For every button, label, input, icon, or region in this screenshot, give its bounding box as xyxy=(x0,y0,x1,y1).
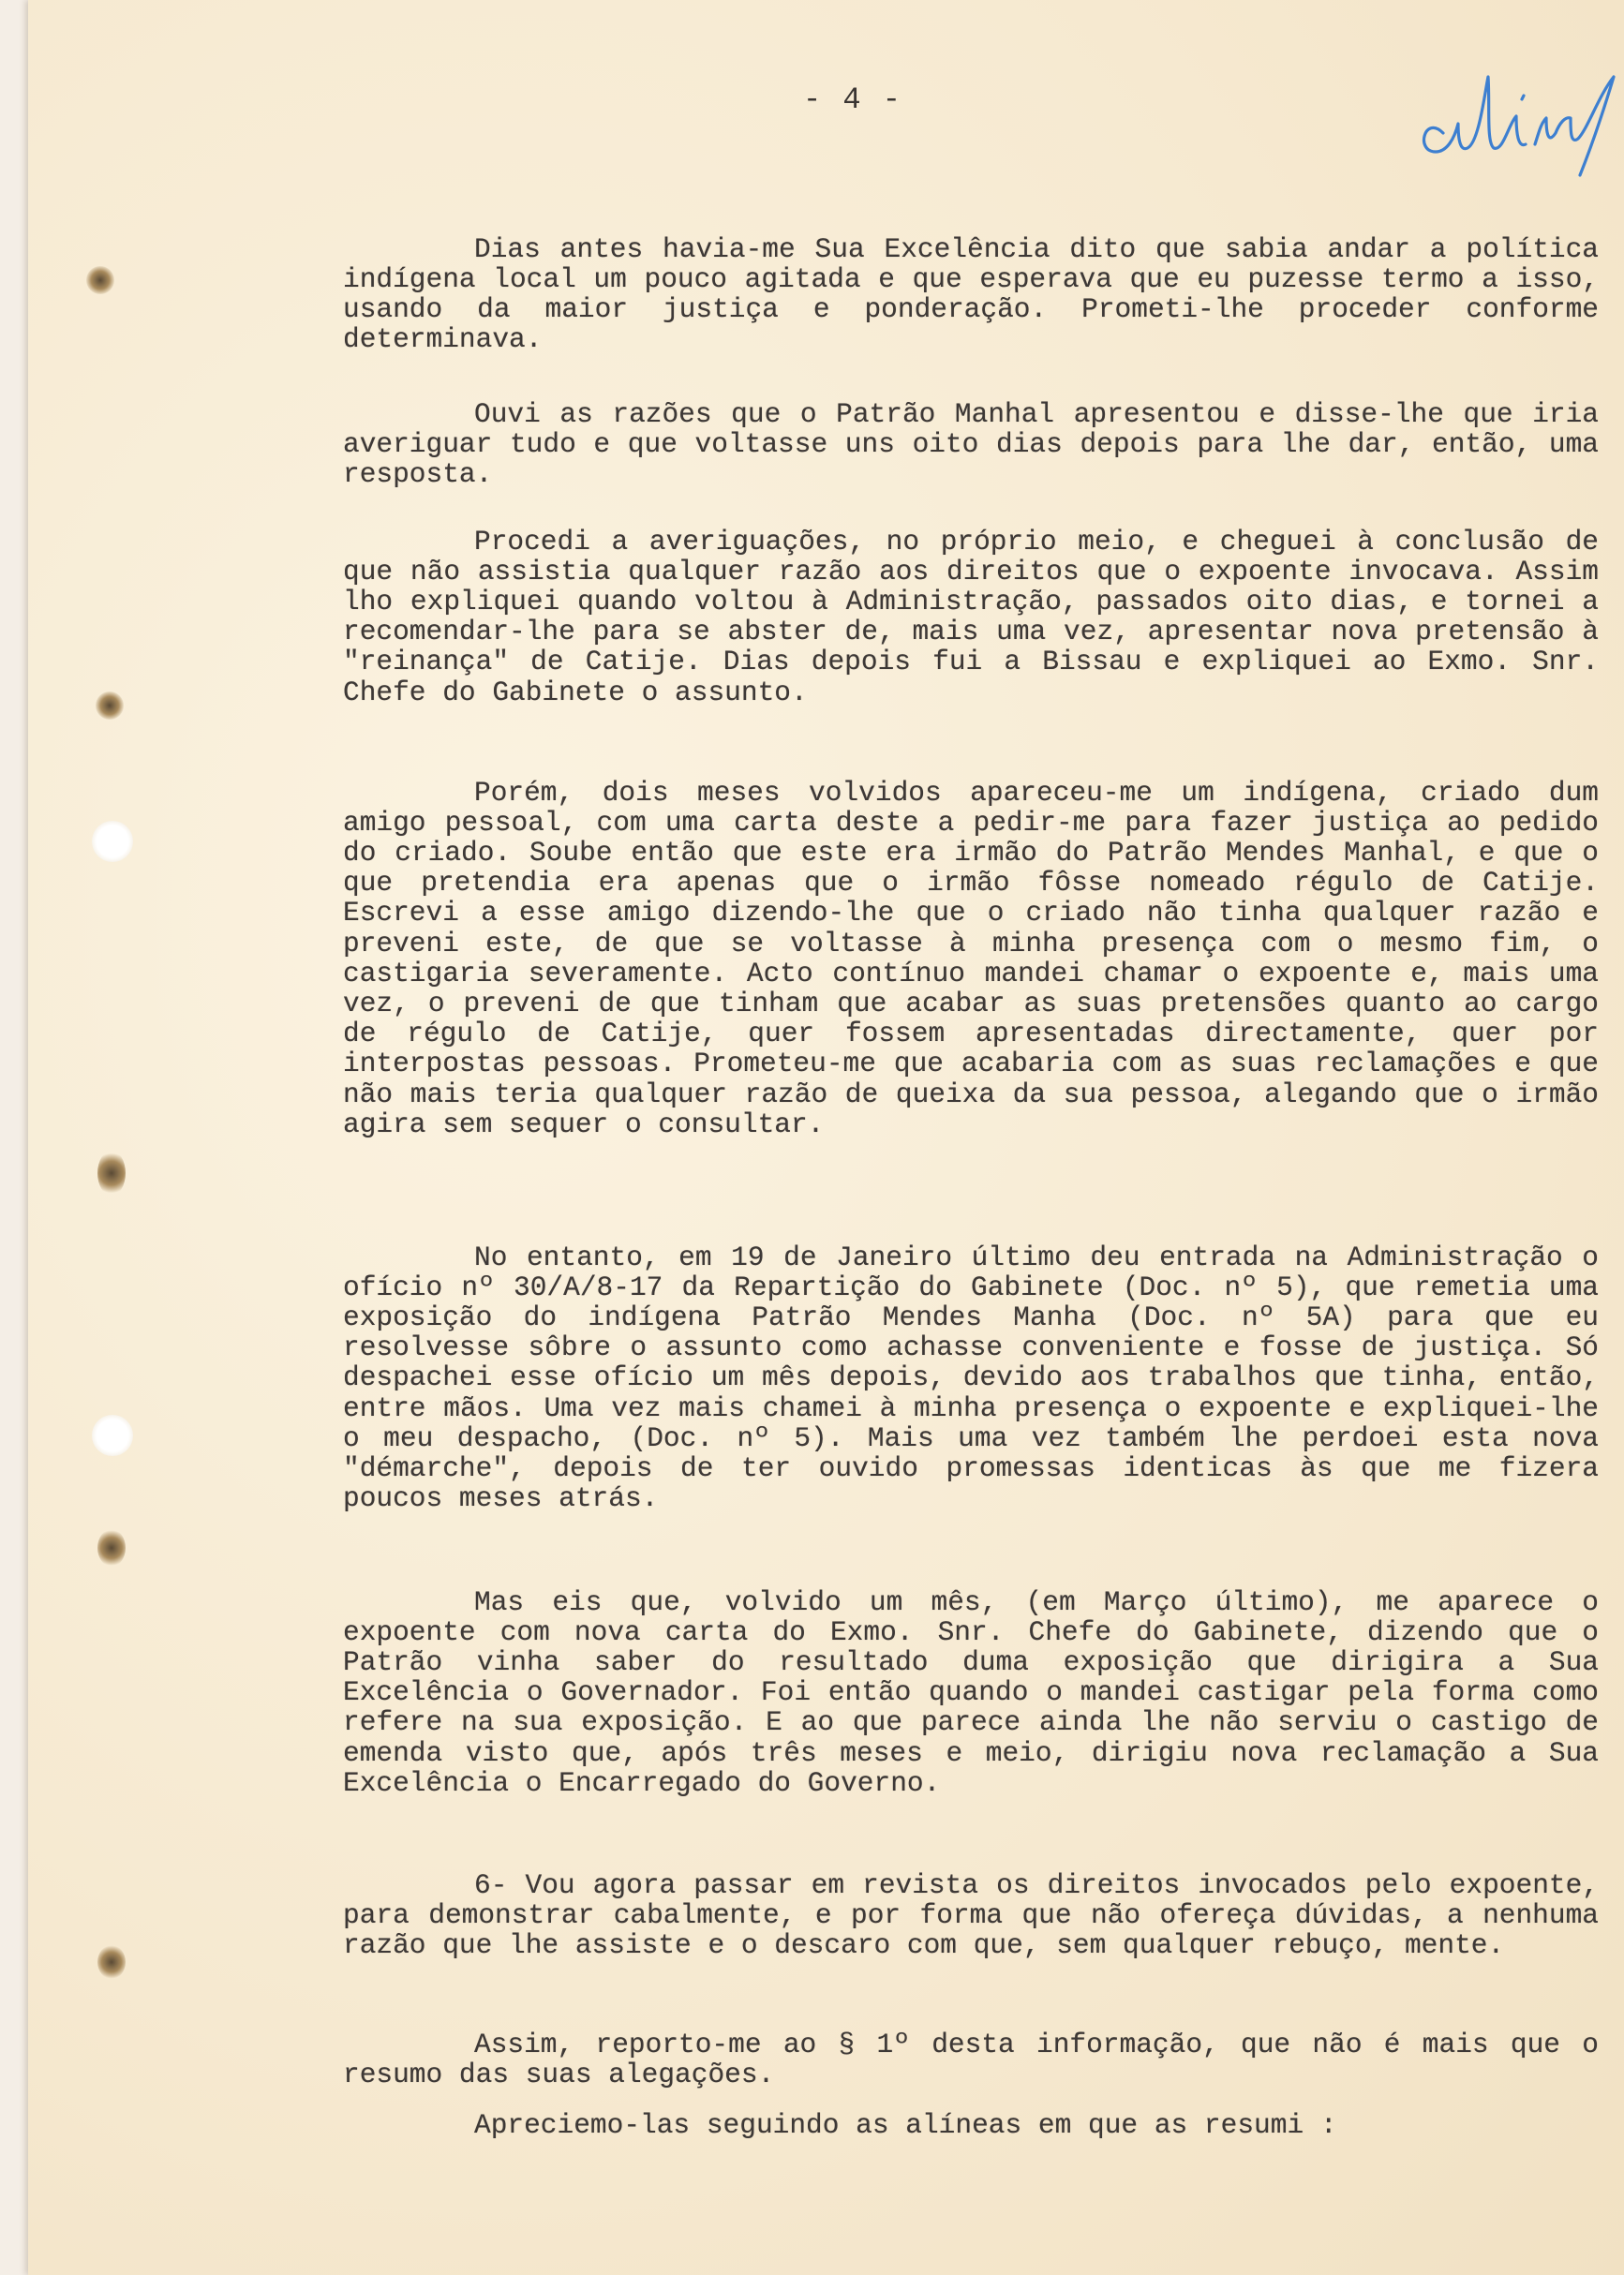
page-number: - 4 - xyxy=(802,82,902,117)
staple-mark xyxy=(97,1945,126,1979)
punch-hole xyxy=(92,821,133,862)
paragraph-text: Procedi a averiguações, no próprio meio, e cheguei à conclusão de que não assistia qualquer razão aos direitos que o expoente invocava. Assim lho expliquei quando voltou à Administração, passados oito dias, e tornei a recomendar-lhe para se abster de, mais uma vez, apresentar nova pretensão à "reinança" de Catije. Dias depois fui a Bissau e expliquei ao Exmo. Snr. Chefe do Gabinete o assunto. xyxy=(343,525,1599,708)
staple-mark xyxy=(97,1529,126,1567)
staple-mark xyxy=(96,691,124,720)
paragraph-9 xyxy=(343,2110,1599,2140)
paragraph-text: 6- Vou agora passar em revista os direitos invocados pelo expoente, para demonstrar cabalmente, e por forma que não ofereça dúvidas, a nenhuma razão que lhe assiste e o descaro com que, sem qualquer rebuço, mente. xyxy=(343,1868,1599,1961)
paragraph-5 xyxy=(343,1242,1599,1514)
paragraph-1 xyxy=(343,234,1599,355)
paragraph-text: Porém, dois meses volvidos apareceu-me um indígena, criado dum amigo pessoal, com uma carta deste a pedir-me para fazer justiça ao pedido do criado. Soube então que este era irmão do Patrão Mendes Manhal, e que o que pretendia era apenas que o irmão fôsse nomeado régulo de Catije. Escrevi a esse amigo dizendo-lhe que o criado não tinha qualquer razão e preveni este, de que se voltasse à minha presença com o mesmo fim, o castigaria severamente. Acto contínuo mandei chamar o expoente e, mais uma vez, o preveni de que tinham que acabar as suas pretensões quanto ao cargo de régulo de Catije, quer fossem apresentadas directamente, quer por interpostas pessoas. Prometeu-me que acabaria com as suas reclamações e que não mais teria qualquer razão de queixa da sua pessoa, alegando que o irmão agira sem sequer o consultar. xyxy=(343,776,1599,1140)
paragraph-text: Apreciemo-las seguindo as alíneas em que as resumi : xyxy=(474,2108,1337,2141)
paragraph-text: Mas eis que, volvido um mês, (em Março último), me aparece o expoente com nova carta do Exmo. Snr. Chefe do Gabinete, dizendo que o Patrão vinha saber do resultado duma exposição que dirigira a Sua Excelência o Governador. Foi então quando o mandei castigar pela forma como refere na sua exposição. E ao que parece ainda lhe não serviu o castigo de emenda visto que, após três meses e meio, dirigiu nova reclamação a Sua Excelência o Encarregado do Governo. xyxy=(343,1585,1599,1799)
staple-mark xyxy=(86,266,114,294)
handwritten-initials xyxy=(1406,58,1624,180)
paragraph-7 xyxy=(343,1870,1599,1961)
staple-mark xyxy=(97,1151,126,1196)
paragraph-2 xyxy=(343,399,1599,490)
paragraph-text: Assim, reporto-me ao § 1º desta informação, que não é mais que o resumo das suas alegações. xyxy=(343,2028,1599,2090)
paragraph-text: No entanto, em 19 de Janeiro último deu entrada na Administração o ofício nº 30/A/8-17 da Repartição do Gabinete (Doc. nº 5), que remetia uma exposição do indígena Patrão Mendes Manha (Doc. nº 5A) para que eu resolvesse sôbre o assunto como achasse conveniente e fosse de justiça. Só despachei esse ofício um mês depois, devido aos trabalhos que tinha, então, entre mãos. Uma vez mais chamei à minha presença o expoente e expliquei-lhe o meu despacho, (Doc. nº 5). Mais uma vez também lhe perdoei esta nova "démarche", depois de ter ouvido promessas identicas às que me fizera poucos meses atrás. xyxy=(343,1241,1599,1515)
paragraph-text: Dias antes havia-me Sua Excelência dito que sabia andar a política indígena local um pouco agitada e que esperava que eu puzesse termo a isso, usando da maior justiça e ponderação. Prometi-lhe proceder conforme determinava. xyxy=(343,232,1599,356)
paragraph-3 xyxy=(343,527,1599,707)
paragraph-8 xyxy=(343,2030,1599,2089)
punch-hole xyxy=(92,1415,133,1456)
document-page xyxy=(28,0,1624,2275)
paragraph-4 xyxy=(343,778,1599,1139)
paragraph-text: Ouvi as razões que o Patrão Manhal apresentou e disse-lhe que iria averiguar tudo e que voltasse uns oito dias depois para lhe dar, então, uma resposta. xyxy=(343,397,1599,490)
paragraph-6 xyxy=(343,1587,1599,1798)
